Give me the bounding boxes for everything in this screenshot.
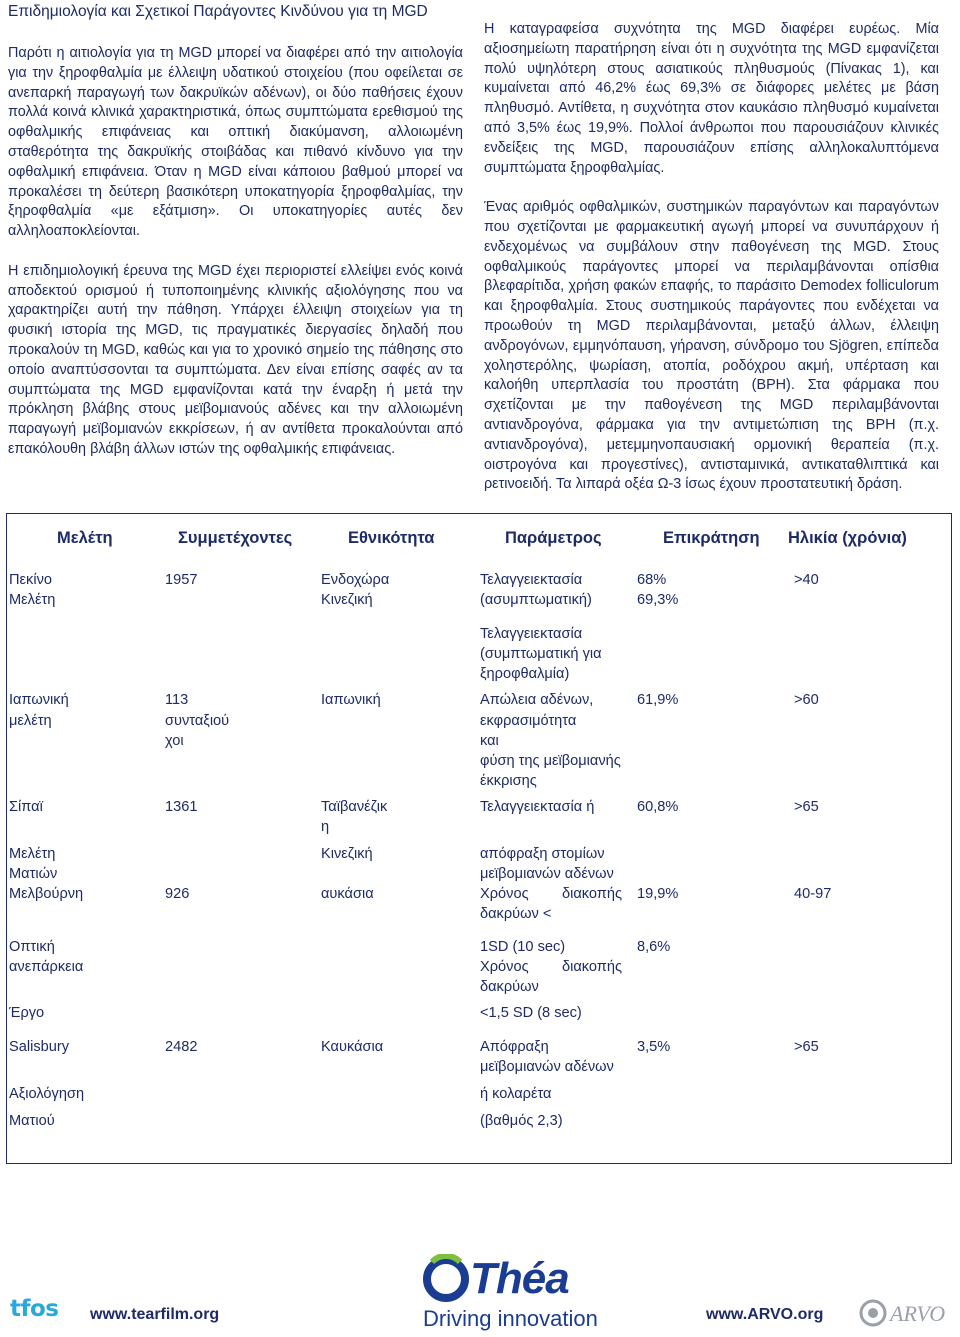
table-cell: Πεκίνο <box>9 572 52 588</box>
table-cell: εκφρασιμότητα <box>480 713 577 729</box>
table-cell: 926 <box>165 886 190 902</box>
paragraph-aetiology: Παρότι η αιτιολογία για τη MGD μπορεί να διαφέρει από την αιτιολογία για την ξηροφθαλμία με έλλειψη υδατικού στοιχείου (που οφείλεται σε ανεπαρκή παραγωγή των δακρυϊκών αδένων), οι δύο παθήσεις έχουν πολλά κοινά κλινικά χαρακτηριστικά, όπως συμπτώματα ερεθισμού της οφθαλμικής επιφάνειας και οπτική διακύμανση, αλλοιωμένη σταθερότητα της δακρυϊκής στοιβάδας και πιθανό κίνδυνο για την οφθαλμική επιφάνεια. Όταν η MGD είναι κάποιου βαθμού μπορεί να προκαλέσει τη δεύτερη βασικότερη υποκατηγορία ξηροφθαλμίας, την ξηροφθαλμία «με εξάτμιση». Οι υποκατηγορίες αυτές δεν αλληλοαποκλείονται. <box>8 45 463 240</box>
right-column <box>484 20 939 515</box>
table-cell: 69,3% <box>637 592 679 608</box>
table-cell: (βαθμός 2,3) <box>480 1113 563 1129</box>
table-cell: Ιαπωνική <box>9 692 69 708</box>
table-cell: 60,8% <box>637 799 679 815</box>
table-header-age: Ηλικία (χρόνια) <box>788 529 907 547</box>
paragraph-prevalence: Η καταγραφείσα συχνότητα της MGD διαφέρει ευρέως. Μία αξιοσημείωτη παρατήρηση είναι ότι η συχνότητα της MGD εμφανίζεται πολύ υψηλότερη στους ασιατικούς πληθυσμούς (Πίνακας 1), και κυμαίνεται από 46,2% έως 69,3% σε διάφορες μελέτες με βάση πληθυσμό. Αντίθετα, η συχνότητα στον καυκάσιο πληθυσμό κυμαίνεται από 3,5% έως 19,9%. Πολλοί άνθρωποι που παρουσιάζουν κλινικές ενδείξεις της MGD, παρουσιάζουν επίσης αλληλοκαλυπτόμενα συμπτώματα ξηροφθαλμίας. <box>484 21 939 176</box>
table-cell: ανεπάρκεια <box>9 959 84 975</box>
thea-tagline: Driving innovation <box>423 1306 598 1331</box>
table-cell: 2482 <box>165 1039 198 1055</box>
table-cell: Καυκάσια <box>321 1039 384 1055</box>
table-cell: Οπτική <box>9 939 55 955</box>
table-cell: χοι <box>165 733 184 749</box>
table-cell: >40 <box>794 572 819 588</box>
table-cell: 113 <box>165 692 189 708</box>
table-cell: Ματιού <box>9 1113 55 1129</box>
table-cell: δακρύων <box>480 979 539 995</box>
table-header-parameter: Παράμετρος <box>505 529 602 547</box>
table-cell: δακρύων < <box>480 906 552 922</box>
table-header-ethnicity: Εθνικότητα <box>348 529 435 547</box>
thea-logo-text: Théa <box>470 1254 569 1303</box>
table-cell: Ιαπωνική <box>321 692 381 708</box>
table-cell: Σίπαϊ <box>9 799 43 815</box>
table-cell: 8,6% <box>637 939 671 955</box>
table-cell: >65 <box>794 1039 819 1055</box>
table-cell: αυκάσια <box>321 886 374 902</box>
table-cell: Έργο <box>9 1005 45 1021</box>
thea-logo-icon <box>422 1254 470 1309</box>
table-cell: φύση της μεϊβομιανής <box>480 753 621 769</box>
table-cell: <1,5 SD (8 sec) <box>480 1005 582 1021</box>
table-cell: Μελέτη <box>9 592 56 608</box>
table-cell: μεϊβομιανών αδένων <box>480 1059 614 1075</box>
table-cell: >60 <box>794 692 819 708</box>
table-cell: Αξιολόγηση <box>9 1086 85 1102</box>
table-cell: απόφραξη στομίων <box>480 846 605 862</box>
table-cell: ή κολαρέτα <box>480 1086 552 1102</box>
table-cell: και <box>480 733 499 749</box>
table-cell: συνταξιού <box>165 713 230 729</box>
table-cell: Απώλεια αδένων, <box>480 692 594 708</box>
table-cell: 1SD (10 sec) <box>480 939 566 955</box>
table-cell: μελέτη <box>9 713 52 729</box>
table-cell: 68% <box>637 572 667 588</box>
table-cell: Μελέτη <box>9 846 56 862</box>
table-cell: μεϊβομιανών αδένων <box>480 866 614 882</box>
table-cell: ξηροφθαλμία) <box>480 666 570 682</box>
table-cell: Τελαγγειεκτασία ή <box>480 799 595 815</box>
table-cell: Κινεζική <box>321 592 373 608</box>
table-cell: η <box>321 819 330 835</box>
table-cell: Ταϊβανέζικ <box>321 799 388 815</box>
prevalence-table <box>6 513 952 1164</box>
table-cell: Χρόνος διακοπής <box>480 886 622 902</box>
table-cell: >65 <box>794 799 819 815</box>
table-cell: Μελβούρνη <box>9 886 84 902</box>
tfos-logo[interactable]: tfos <box>10 1296 59 1322</box>
table-cell: Κινεζική <box>321 846 373 862</box>
svg-text:ARVO: ARVO <box>890 1301 946 1326</box>
table-cell: έκκρισης <box>480 773 537 789</box>
table-header-study: Μελέτη <box>57 529 113 547</box>
table-cell: 19,9% <box>637 886 679 902</box>
table-cell: 1361 <box>165 799 198 815</box>
table-cell: (συμπτωματική για <box>480 646 602 662</box>
paragraph-risk-factors: Ένας αριθμός οφθαλμικών, συστημικών παραγόντων και παραγόντων που σχετίζονται με φαρμακευτική αγωγή μπορεί να συνυπάρχουν ή ενδεχομένως να συμβάλουν στην παθογένεση της MGD. Στους οφθαλμικούς παράγοντες μπορεί να περιλαμβάνονται οπίσθια βλεφαρίτιδα, χρήση φακών επαφής, το παράσιτο Demodex folliculorum και ξηροφθαλμία. Στους συστημικούς παράγοντες που ενδέχεται να προωθούν τη MGD περιλαμβάνονται, μεταξύ άλλων, έλλειψη ανδρογόνων, εμμηνόπαυση, γήρανση, σύνδρομο του Sjögren, επίπεδα χοληστερόλης, ψωρίαση, ατοπία, ροδόχρου ακμή, υπέρταση και καλοήθη υπερπλασία του προστάτη (BPH). Στα φάρμακα που σχετίζονται με την παθογένεση της MGD περιλαμβάνονται αντιανδρογόνα, φάρμακα για την αντιμετώπιση της BPH (π.χ. αντιανδρογόνα), μετεμμηνοπαυσιακή ορμονική θεραπεία (π.χ. οιστρογόνα και προγεστίνες), αντισταμινικά, αντικαταθλιπτικά και ρετινοειδή. Τα λιπαρά οξέα Ω-3 ίσως έχουν προστατευτική δράση. <box>484 199 939 493</box>
tearfilm-link[interactable]: www.tearfilm.org <box>90 1306 220 1323</box>
left-column <box>8 2 463 480</box>
table-cell: 61,9% <box>637 692 679 708</box>
table-cell: Απόφραξη <box>480 1039 549 1055</box>
table-cell: Ενδοχώρα <box>321 572 390 588</box>
arvo-link[interactable]: www.ARVO.org <box>706 1306 824 1323</box>
table-header-prevalence: Επικράτηση <box>663 529 760 547</box>
arvo-logo[interactable] <box>858 1296 950 1335</box>
section-title: Επιδημιολογία και Σχετικοί Παράγοντες Κινδύνου για τη MGD <box>8 3 428 20</box>
table-cell: Τελαγγειεκτασία <box>480 626 583 642</box>
table-cell: 3,5% <box>637 1039 671 1055</box>
paragraph-epidemiology: Η επιδημιολογική έρευνα της MGD έχει περιοριστεί ελλείψει ενός κοινά αποδεκτού ορισμού ή τυποποιημένης κλινικής αξιολόγησης που να χαρακτηρίζει αυτή την πάθηση. Υπάρχει έλλειψη στοιχείων για τη φυσική ιστορία της MGD, τις πραγματικές διεργασίες δηλαδή που προκαλούν τη MGD, καθώς και για το χρονικό σημείο της πάθησης στο οποίο αναπτύσσονται τα συμπτώματα. Δεν είναι επίσης σαφές αν τα συμπτώματα της MGD εμφανίζονται κατά την έναρξη ή μετά την πρόκληση βλάβης στους μεϊβομιανούς αδένες και την αλλοιωμένη παραγωγή μεϊβομιανών εκκρίσεων, ή αν αντίθετα προκαλούνται από επακόλουθη βλάβη άλλων ιστών της οφθαλμικής επιφάνειας. <box>8 262 463 457</box>
table-cell: Ματιών <box>9 866 58 882</box>
table-cell: Salisbury <box>9 1039 70 1055</box>
table-cell: Τελαγγειεκτασία <box>480 572 583 588</box>
table-cell: (ασυμπτωματική) <box>480 592 592 608</box>
table-cell: 1957 <box>165 572 198 588</box>
table-header-participants: Συμμετέχοντες <box>178 529 293 547</box>
table-cell: Χρόνος διακοπής <box>480 959 622 975</box>
table-cell: 40-97 <box>794 886 832 902</box>
